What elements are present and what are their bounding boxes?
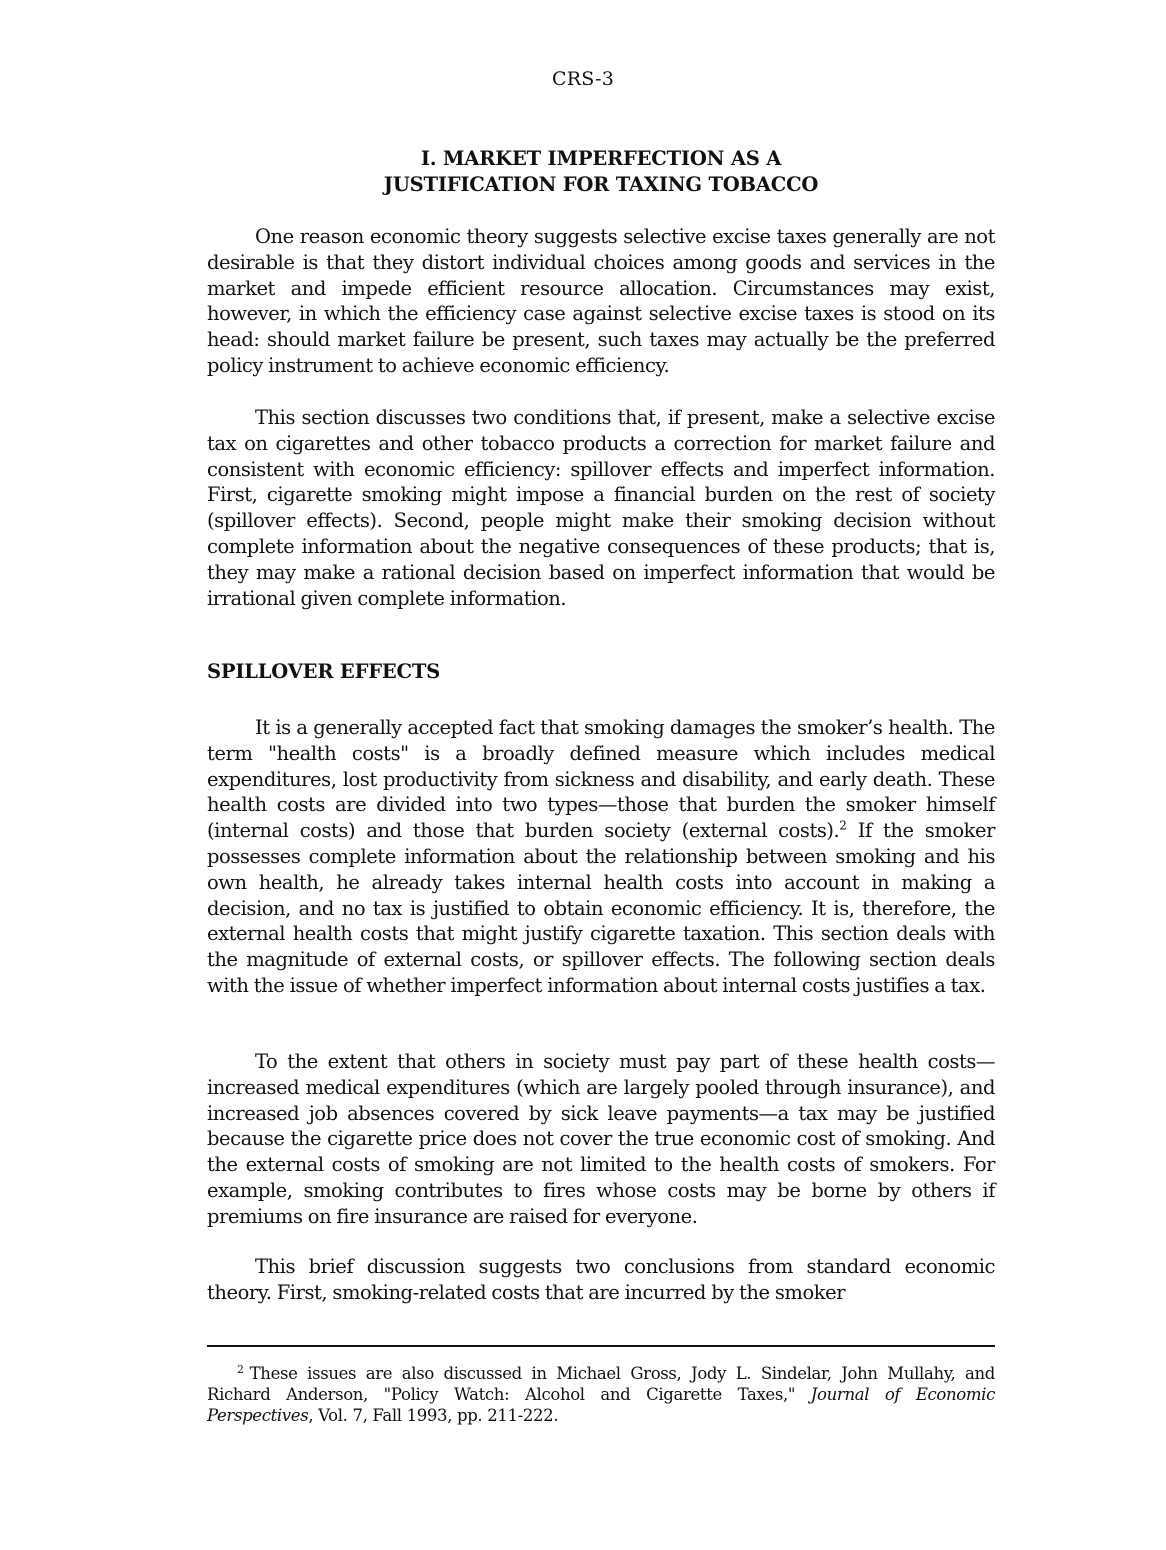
paragraph-text: If the smoker possesses complete information about the relationship between smoking and his own health, he already takes internal health costs into account in making a decision, and no tax is justified to obtain economic efficiency. It is, therefore, the external health costs that might justify cigarette taxation. This section deals with the magnitude of external costs, or spillover effects. The following section deals with the issue of whether imperfect information about internal costs justifies a tax. (207, 819, 995, 997)
footnote-divider (207, 1345, 995, 1347)
paragraph-conclusions: This brief discussion suggests two conclusions from standard economic theory. First, smoking-related costs that are incurred by the smoker (207, 1255, 995, 1304)
footnote-text: These issues are also discussed in Michael Gross, Jody L. Sindelar, John Mullahy, and Richard Anderson, "Policy Watch: Alcohol and Cigarette Taxes," (207, 1364, 995, 1404)
footnote-number: 2 (237, 1362, 244, 1376)
paragraph-conditions: This section discusses two conditions that, if present, make a selective excise tax on cigarettes and other tobacco products a correction for market failure and consistent with economic efficiency: spillover effects and imperfect information. First, cigarette smoking might impose a financial burden on the rest of society (spillover effects). Second, people might make their smoking decision without complete information about the negative consequences of these products; that is, they may make a rational decision based on imperfect information that would be irrational given complete information. (207, 406, 995, 610)
section-title (207, 146, 995, 198)
paragraph-health-costs (207, 715, 995, 999)
page-number: CRS-3 (551, 68, 615, 90)
footnote-2 (207, 1363, 995, 1426)
paragraph-intro: One reason economic theory suggests selective excise taxes generally are not desirable is that they distort individual choices among goods and services in the market and impede efficient resource allocation. Circumstances may exist, however, in which the efficiency case against selective excise taxes is stood on its head: should market failure be present, such taxes may actually be the preferred policy instrument to achieve economic efficiency. (207, 225, 995, 377)
paragraph-external-costs: To the extent that others in society must pay part of these health costs—increased medical expenditures (which are largely pooled through insurance), and increased job absences covered by sick leave payments—a tax may be justified because the cigarette price does not cover the true economic cost of smoking. And the external costs of smoking are not limited to the health costs of smokers. For example, smoking contributes to fires whose costs may be borne by others if premiums on fire insurance are raised for everyone. (207, 1050, 995, 1228)
footnote-journal-title: Journal of Economic Perspectives (207, 1385, 995, 1425)
subheading-spillover-effects: SPILLOVER EFFECTS (207, 660, 441, 683)
section-title-line-1: I. MARKET IMPERFECTION AS A (420, 147, 782, 170)
section-title-line-2: JUSTIFICATION FOR TAXING TOBACCO (383, 173, 819, 196)
footnote-text-end: , Vol. 7, Fall 1993, pp. 211-222. (308, 1406, 559, 1425)
paragraph-text: It is a generally accepted fact that smoking damages the smoker’s health. The term "health costs" is a broadly defined measure which includes medical expenditures, lost productivity from sickness and disability, and early death. These health costs are divided into two types—those that burden the smoker himself (internal costs) and those that burden society (external costs). (207, 716, 995, 843)
footnote-reference[interactable]: 2 (839, 818, 847, 833)
